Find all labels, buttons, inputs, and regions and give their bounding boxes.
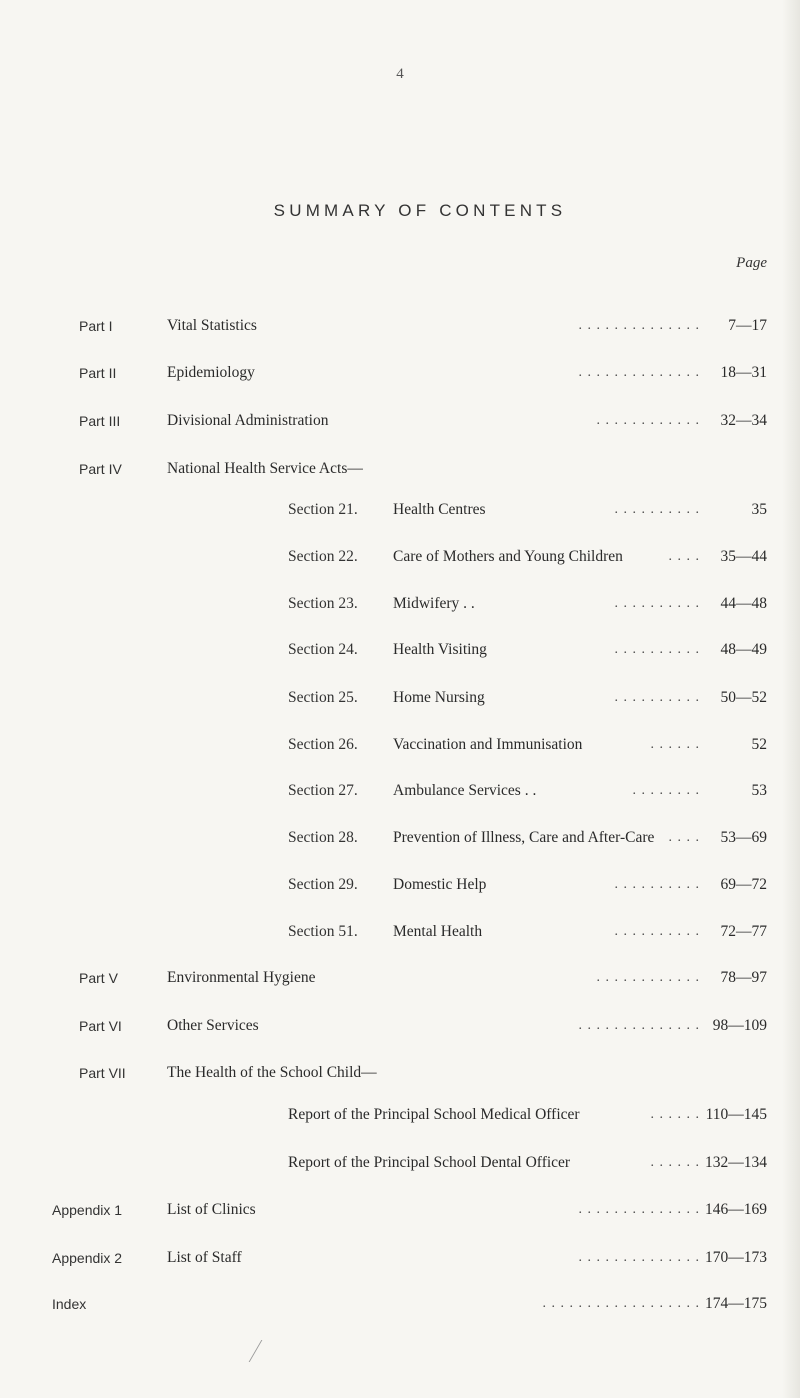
toc-entry-title: Home Nursing — [393, 689, 485, 706]
toc-section-label: Section 51. — [288, 923, 358, 940]
toc-entry-title: Domestic Help — [393, 876, 487, 893]
toc-leader-dots: . . . . . . . . . . — [614, 877, 700, 892]
toc-leader-dots: . . . . . . . . . . . . . . — [578, 1250, 700, 1265]
toc-page-range: 53 — [751, 782, 767, 799]
toc-entry-title: Vaccination and Immunisation — [393, 736, 583, 753]
toc-part-label: Part V — [79, 970, 118, 986]
toc-leader-dots: . . . . . . . . . . . . — [596, 413, 700, 428]
toc-leader-dots: . . . . . . . . . . . . . . — [578, 1202, 700, 1217]
toc-entry — [0, 873, 800, 897]
toc-page-range: 146—169 — [705, 1201, 767, 1218]
toc-leader-dots: . . . . . . . . . . — [614, 924, 700, 939]
toc-page-range: 72—77 — [720, 923, 767, 940]
toc-page-range: 98—109 — [712, 1017, 767, 1034]
toc-leader-dots: . . . . — [668, 830, 700, 845]
toc-page-range: 32—34 — [720, 412, 767, 429]
toc-section-label: Section 23. — [288, 595, 358, 612]
toc-entry-title: Health Centres — [393, 501, 486, 518]
toc-section-label: Section 24. — [288, 641, 358, 658]
toc-part-label: Index — [52, 1296, 87, 1312]
toc-entry — [0, 409, 800, 433]
toc-page-range: 7—17 — [728, 317, 767, 334]
toc-entry-title: Care of Mothers and Young Children — [393, 548, 623, 565]
toc-entry-title: Environmental Hygiene — [167, 969, 316, 986]
toc-entry-title: Prevention of Illness, Care and After-Care — [393, 829, 655, 846]
toc-entry — [0, 1014, 800, 1038]
toc-entry-title: Report of the Principal School Medical Officer — [288, 1106, 580, 1123]
toc-section-label: Section 25. — [288, 689, 358, 706]
toc-page-range: 18—31 — [720, 364, 767, 381]
toc-leader-dots: . . . . . . — [650, 1107, 700, 1122]
toc-section-label: Section 26. — [288, 736, 358, 753]
toc-page-range: 170—173 — [705, 1249, 767, 1266]
toc-page-range: 48—49 — [720, 641, 767, 658]
toc-page-range: 110—145 — [705, 1106, 767, 1123]
toc-part-label: Part I — [79, 318, 113, 334]
toc-entry — [0, 592, 800, 616]
toc-entry — [0, 1103, 800, 1127]
toc-leader-dots: . . . . . . . . . . — [614, 690, 700, 705]
toc-section-label: Section 29. — [288, 876, 358, 893]
toc-entry — [0, 1198, 800, 1222]
toc-leader-dots: . . . . — [668, 549, 700, 564]
toc-entry — [0, 966, 800, 990]
toc-leader-dots: . . . . . . . . . . . . . . — [578, 1018, 700, 1033]
toc-entry-title: National Health Service Acts— — [167, 460, 363, 477]
toc-section-label: Section 28. — [288, 829, 358, 846]
toc-part-label: Part VII — [79, 1065, 126, 1081]
toc-entry-title: Other Services — [167, 1017, 259, 1034]
toc-entry-title: List of Clinics — [167, 1201, 256, 1218]
toc-page-range: 53—69 — [720, 829, 767, 846]
toc-section-label: Section 27. — [288, 782, 358, 799]
toc-page-range: 35—44 — [720, 548, 767, 565]
toc-entry — [0, 733, 800, 757]
toc-page-range: 44—48 — [720, 595, 767, 612]
toc-part-label: Appendix 2 — [52, 1250, 123, 1266]
toc-entry-title: Divisional Administration — [167, 412, 329, 429]
toc-section-label: Section 22. — [288, 548, 358, 565]
toc-page-range: 132—134 — [705, 1154, 767, 1171]
page-title: SUMMARY OF CONTENTS — [273, 201, 567, 220]
toc-entry — [0, 1151, 800, 1175]
toc-entry-title: Mental Health — [393, 923, 483, 940]
toc-part-label: Appendix 1 — [52, 1202, 123, 1218]
toc-entry — [0, 314, 800, 338]
toc-part-label: Part III — [79, 413, 121, 429]
toc-entry — [0, 920, 800, 944]
toc-entry — [0, 686, 800, 710]
toc-entry — [0, 545, 800, 569]
toc-page-range: 52 — [751, 736, 767, 753]
toc-leader-dots: . . . . . . . . . . . . — [596, 970, 700, 985]
toc-leader-dots: . . . . . . . . . . — [614, 596, 700, 611]
toc-page-range: 69—72 — [720, 876, 767, 893]
toc-entry — [0, 1061, 800, 1085]
toc-leader-dots: . . . . . . . . . . — [614, 502, 700, 517]
toc-entry-title: Epidemiology — [167, 364, 255, 381]
toc-entry-title: Ambulance Services . . — [393, 782, 537, 799]
toc-section-label: Section 21. — [288, 501, 358, 518]
toc-page-range: 174—175 — [705, 1295, 767, 1312]
pencil-mark — [249, 1340, 277, 1362]
page-edge-shadow — [782, 0, 800, 1398]
toc-entry — [0, 361, 800, 385]
toc-entry-title: Midwifery . . — [393, 595, 475, 612]
toc-leader-dots: . . . . . . — [650, 737, 700, 752]
toc-leader-dots: . . . . . . . . — [632, 783, 700, 798]
toc-entry-title: The Health of the School Child— — [167, 1064, 377, 1081]
toc-part-label: Part II — [79, 365, 117, 381]
toc-entry — [0, 1246, 800, 1270]
toc-entry — [0, 638, 800, 662]
toc-page-range: 78—97 — [720, 969, 767, 986]
toc-leader-dots: . . . . . . . . . . . . . . . . . . — [542, 1296, 700, 1311]
toc-entry — [0, 779, 800, 803]
toc-leader-dots: . . . . . . . . . . — [614, 642, 700, 657]
toc-entry — [0, 457, 800, 481]
toc-entry — [0, 498, 800, 522]
toc-entry-title: Health Visiting — [393, 641, 487, 658]
page-number: 4 — [396, 66, 404, 82]
toc-entry-title: List of Staff — [167, 1249, 242, 1266]
toc-page-range: 50—52 — [720, 689, 767, 706]
toc-leader-dots: . . . . . . . . . . . . . . — [578, 318, 700, 333]
toc-entry — [0, 826, 800, 850]
page-column-header: Page — [736, 255, 767, 271]
toc-leader-dots: . . . . . . — [650, 1155, 700, 1170]
toc-part-label: Part IV — [79, 461, 122, 477]
toc-part-label: Part VI — [79, 1018, 122, 1034]
toc-entry-title: Vital Statistics — [167, 317, 257, 334]
toc-page-range: 35 — [751, 501, 767, 518]
toc-entry — [0, 1292, 800, 1316]
toc-entry-title: Report of the Principal School Dental Officer — [288, 1154, 571, 1171]
toc-leader-dots: . . . . . . . . . . . . . . — [578, 365, 700, 380]
